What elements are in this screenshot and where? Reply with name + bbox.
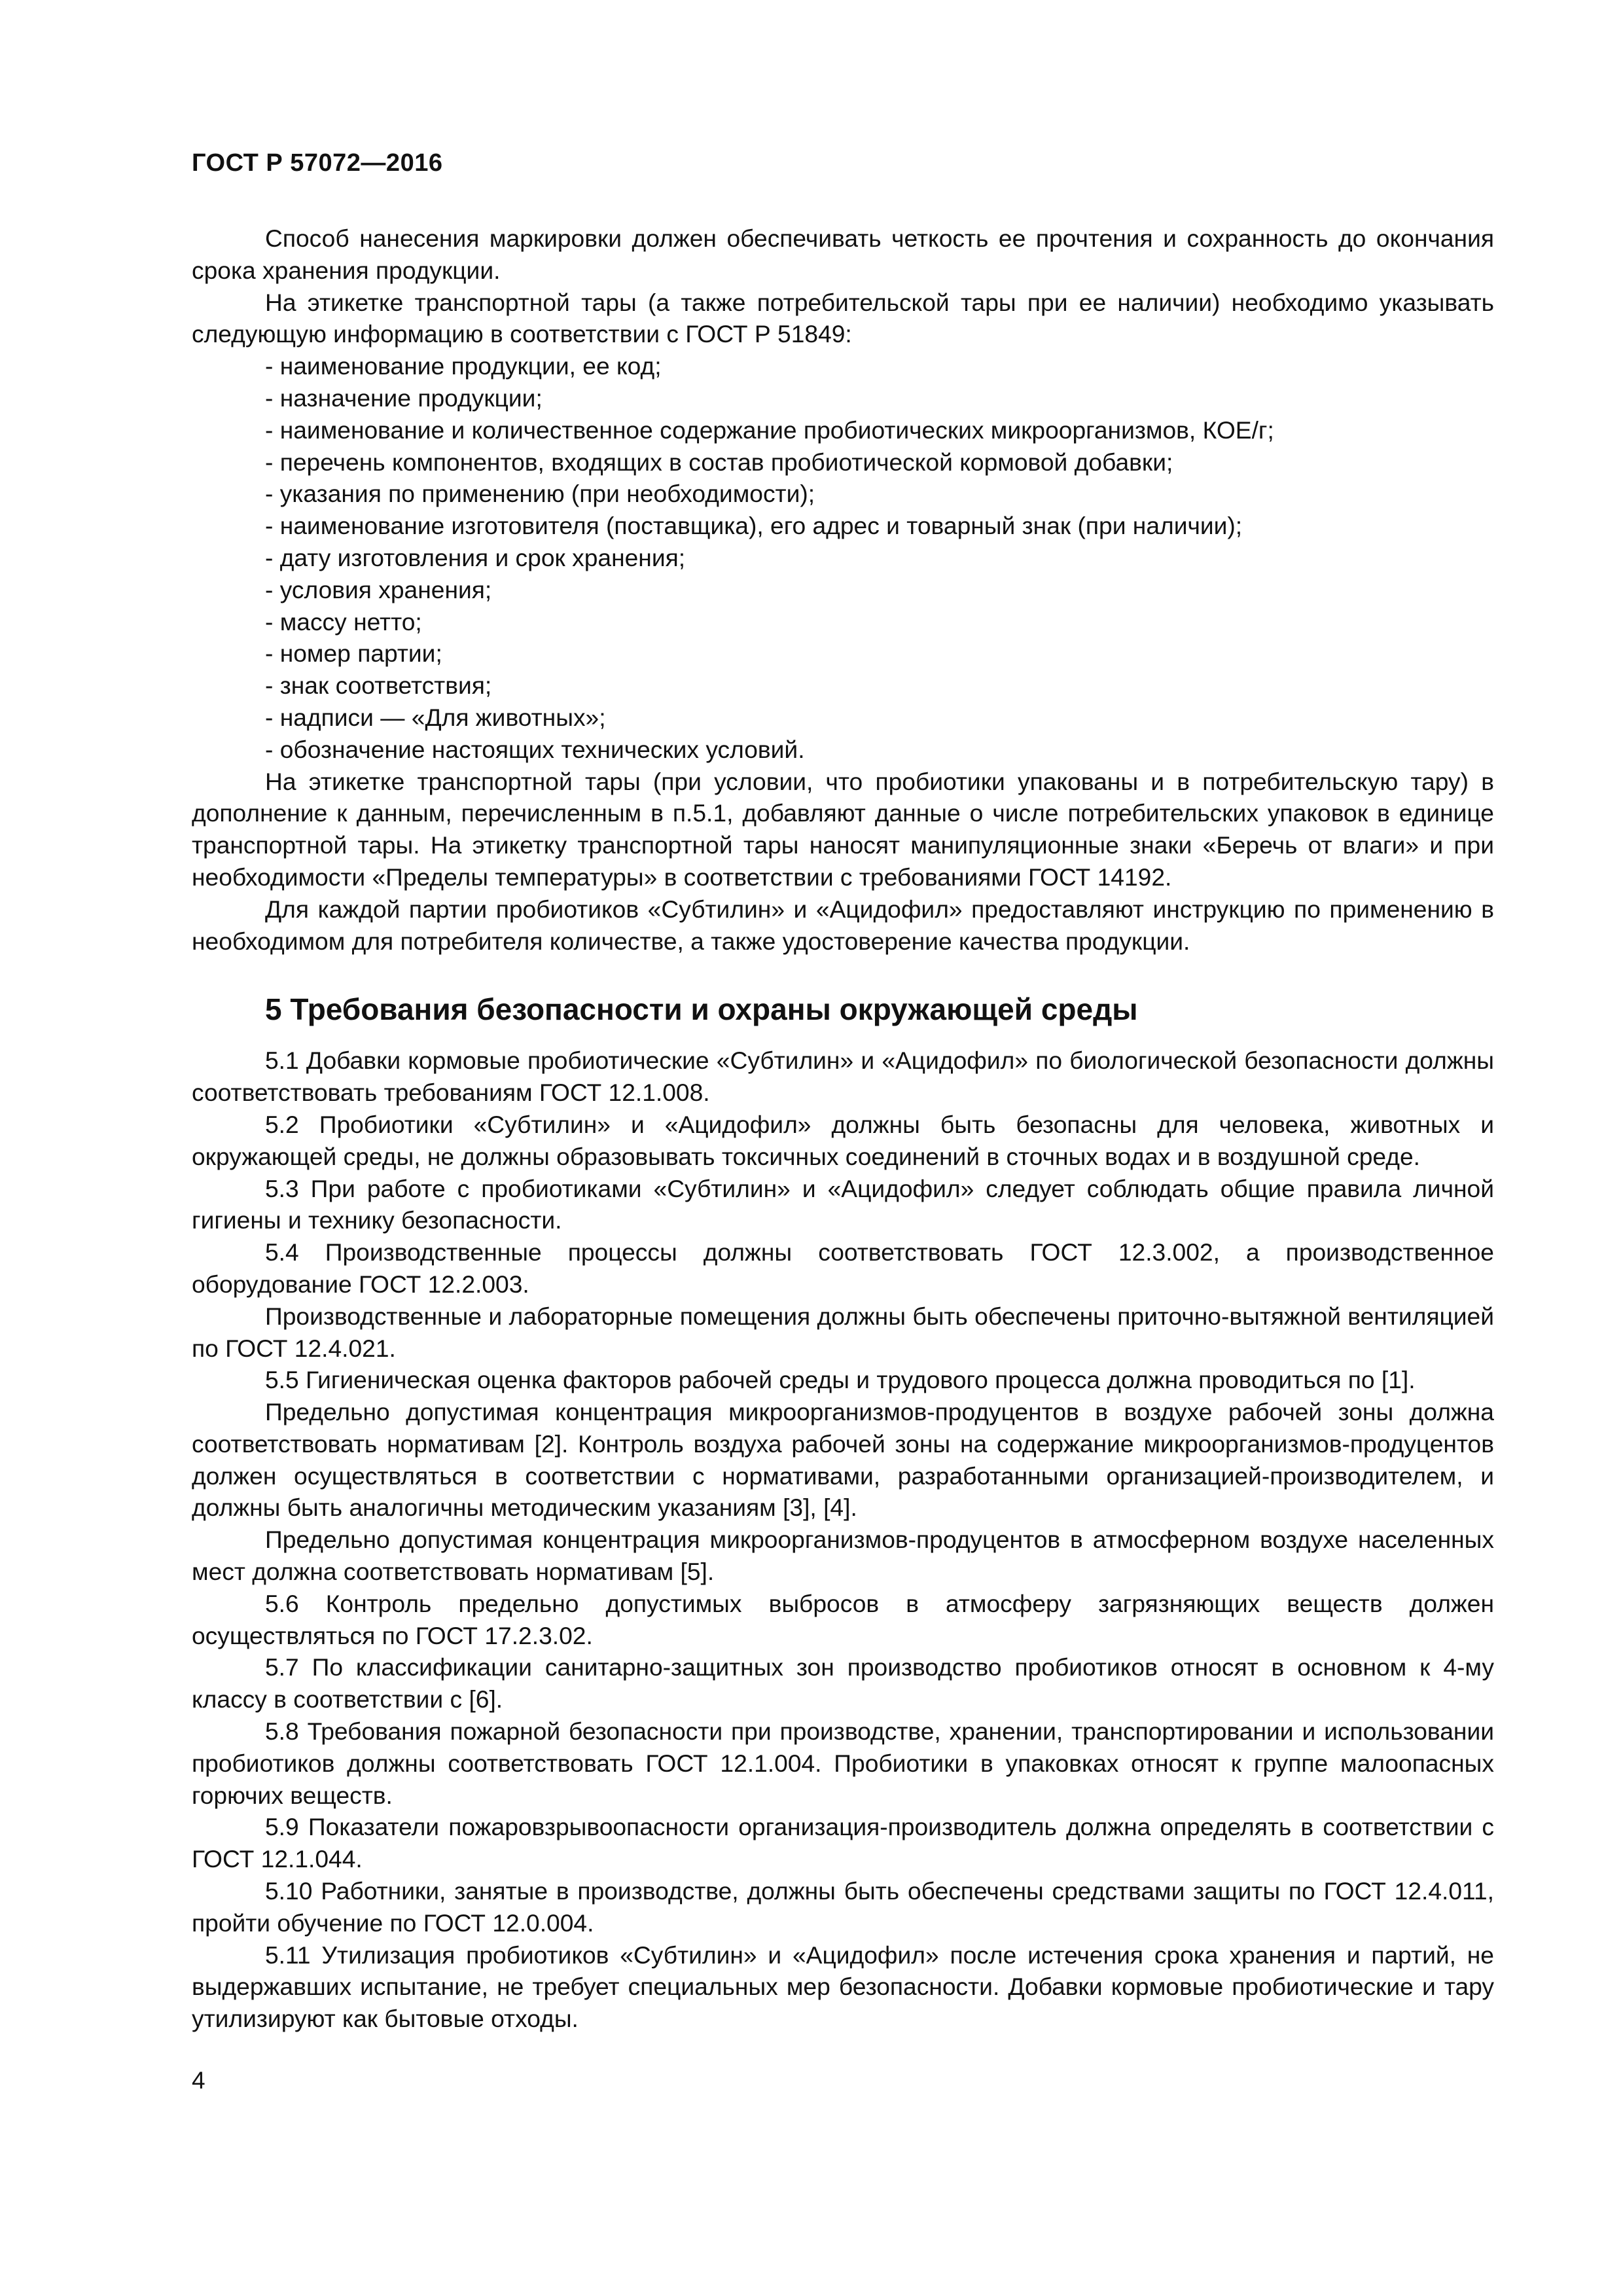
list-item: - наименование изготовителя (поставщика), его адрес и товарный знак (при наличии); <box>265 512 1243 540</box>
document-body <box>192 223 1494 2035</box>
clause-5-10: 5.10 Работники, занятые в производстве, должны быть обеспечены средствами защиты по ГОСТ 12.4.011, пройти обучение по ГОСТ 12.0.004. <box>192 1877 1494 1937</box>
standard-header: ГОСТ Р 57072—2016 <box>192 149 443 177</box>
list-item: - наименование продукции, ее код; <box>265 352 662 380</box>
list-item: - знак соответствия; <box>265 672 492 700</box>
clause-5-5-work-zone: Предельно допустимая концентрация микроорганизмов-продуцентов в воздухе рабочей зоны должна соответствовать нормативам [2]. Контроль воздуха рабочей зоны на содержание микроорганизмов-продуцентов должен осуществляться в соответствии с нормативами, разработанными организацией-производителем, и должны быть аналогичны методическим указаниям [3], [4]. <box>192 1398 1494 1522</box>
clause-5-9: 5.9 Показатели пожаровзрывоопасности организация-производитель должна определять в соответствии с ГОСТ 12.1.044. <box>192 1813 1494 1873</box>
section-5-heading: 5 Требования безопасности и охраны окружающей среды <box>265 992 1138 1027</box>
clause-5-3: 5.3 При работе с пробиотиками «Субтилин» и «Ацидофил» следует соблюдать общие правила личной гигиены и технику безопасности. <box>192 1174 1494 1234</box>
page-number: 4 <box>192 2067 205 2094</box>
paragraph-label-info: На этикетке транспортной тары (а также потребительской тары при ее наличии) необходимо указывать следующую информацию в соответствии с ГОСТ Р 51849: <box>192 288 1494 348</box>
clause-5-2: 5.2 Пробиотики «Субтилин» и «Ацидофил» должны быть безопасны для человека, животных и окружающей среды, не должны образовывать токсичных соединений в сточных водах и в воздушной среде. <box>192 1110 1494 1170</box>
list-item: - условия хранения; <box>265 575 492 603</box>
list-item: - наименование и количественное содержание пробиотических микроорганизмов, КОЕ/г; <box>265 416 1274 444</box>
list-item: - надписи — «Для животных»; <box>265 703 606 731</box>
clause-5-4: 5.4 Производственные процессы должны соответствовать ГОСТ 12.3.002, а производственное оборудование ГОСТ 12.2.003. <box>192 1238 1494 1298</box>
clause-5-5-atmosphere: Предельно допустимая концентрация микроорганизмов-продуцентов в атмосферном воздухе населенных мест должна соответствовать нормативам [5]. <box>192 1526 1494 1586</box>
list-item: - массу нетто; <box>265 607 422 636</box>
clause-5-11: 5.11 Утилизация пробиотиков «Субтилин» и «Ацидофил» после истечения срока хранения и партий, не выдержавших испытание, не требует специальных мер безопасности. Добавки кормовые пробиотические и тару утилизируют как бытовые отходы. <box>192 1941 1494 2033</box>
clause-5-8: 5.8 Требования пожарной безопасности при производстве, хранении, транспортировании и использовании пробиотиков должны соответствовать ГОСТ 12.1.004. Пробиотики в упаковках относят к группе малоопасных горючих веществ. <box>192 1717 1494 1809</box>
clause-5-5: 5.5 Гигиеническая оценка факторов рабочей среды и трудового процесса должна проводиться по [1]. <box>265 1366 1416 1394</box>
paragraph-transport-label: На этикетке транспортной тары (при условии, что пробиотики упакованы и в потребительскую тару) в дополнение к данным, перечисленным в п.5.1, добавляют данные о числе потребительских упаковок в единице транспортной тары. На этикетку транспортной тары наносят манипуляционные знаки «Беречь от влаги» и при необходимости «Пределы температуры» в соответствии с требованиями ГОСТ 14192. <box>192 767 1494 891</box>
list-item: - дату изготовления и срок хранения; <box>265 543 686 571</box>
list-item: - номер партии; <box>265 639 442 668</box>
paragraph-instruction: Для каждой партии пробиотиков «Субтилин» и «Ацидофил» предоставляют инструкцию по применению в необходимом для потребителя количестве, а также удостоверение качества продукции. <box>192 895 1494 955</box>
list-item: - указания по применению (при необходимости); <box>265 480 815 508</box>
label-requirements-list <box>192 350 1494 765</box>
clause-5-6: 5.6 Контроль предельно допустимых выбросов в атмосферу загрязняющих веществ должен осуществляться по ГОСТ 17.2.3.02. <box>192 1589 1494 1649</box>
paragraph-marking-method: Способ нанесения маркировки должен обеспечивать четкость ее прочтения и сохранность до окончания срока хранения продукции. <box>192 224 1494 284</box>
list-item: - назначение продукции; <box>265 384 543 412</box>
list-item: - перечень компонентов, входящих в состав пробиотической кормовой добавки; <box>265 448 1173 476</box>
list-item: - обозначение настоящих технических условий. <box>265 735 805 763</box>
clause-5-7: 5.7 По классификации санитарно-защитных зон производство пробиотиков относят в основном к 4-му классу в соответствии с [6]. <box>192 1653 1494 1713</box>
clause-5-1: 5.1 Добавки кормовые пробиотические «Субтилин» и «Ацидофил» по биологической безопасности должны соответствовать требованиям ГОСТ 12.1.008. <box>192 1047 1494 1107</box>
clause-5-4-ventilation: Производственные и лабораторные помещения должны быть обеспечены приточно-вытяжной вентиляцией по ГОСТ 12.4.021. <box>192 1302 1494 1362</box>
